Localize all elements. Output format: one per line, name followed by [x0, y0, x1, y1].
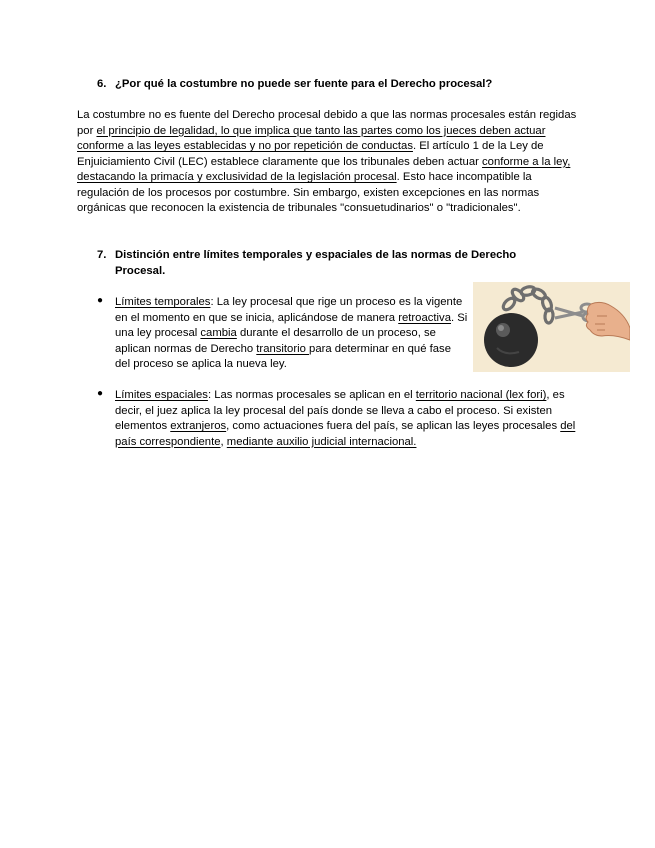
answer-text: La costumbre no es fuente del Derecho procesal debido a que las normas procesales están regidas por [77, 109, 577, 137]
question-6-number: 6. [97, 78, 107, 90]
underlined-term: retroactiva [398, 311, 451, 324]
question-7-title-line-2: Procesal. [115, 264, 166, 277]
question-6-heading [97, 77, 577, 93]
bullet-text: : La ley procesal que rige un proceso es la vigente en el momento en que se inicia, aplicándose de manera [115, 296, 463, 324]
answer-text: . El artículo 1 de la Ley de Enjuiciamiento Civil (LEC) establece claramente que los tribunales deben actuar [77, 140, 544, 168]
bullet-text: , [220, 435, 227, 448]
question-6-answer [77, 108, 577, 217]
bullet-text: para determinar en qué fase del proceso se aplica la nueva ley. [115, 342, 451, 370]
answer-text: . Esto hace incompatible la regulación de los procesos por costumbre. Sin embargo, existen excepciones en las normas orgánicas que reconocen la existencia de tribunales "consuetudinarios" o "tradicionales". [77, 171, 540, 214]
underlined-term: mediante auxilio judicial internacional. [226, 435, 417, 448]
question-7-title-line-1: Distinción entre límites temporales y espaciales de las normas de Derecho [115, 249, 517, 261]
underlined-term: transitorio [256, 342, 310, 355]
bullet-text: : Las normas procesales se aplican en el [207, 389, 416, 401]
bullet-text: durante el desarrollo de un proceso, se aplican normas de Derecho [115, 327, 436, 355]
underlined-term: cambia [200, 327, 237, 339]
answer-underlined-text: conforme a la ley, destacando la primacía y exclusividad de la legislación procesal [77, 155, 571, 183]
question-7-heading [97, 248, 567, 279]
bullet-spatial-text [115, 388, 577, 450]
answer-underlined-text: el principio de legalidad, lo que implica que tanto las partes como los jueces deben actuar conforme a las leyes establecidas y no por repetición de conductas [77, 124, 546, 152]
bullet-temporal-text [115, 295, 469, 373]
question-6-title: ¿Por qué la costumbre no puede ser fuente para el Derecho procesal? [115, 78, 493, 90]
bullet-marker: ● [97, 295, 104, 306]
question-7-number: 7. [97, 249, 107, 261]
bullet-text: . Si una ley procesal [115, 311, 468, 339]
ball-and-chain-image [473, 282, 630, 372]
bullet-text: , como actuaciones fuera del país, se aplican las leyes procesales [226, 420, 561, 432]
underlined-term: del país correspondiente [115, 420, 576, 448]
underlined-term: Límites espaciales [115, 389, 208, 401]
underlined-term: territorio nacional (lex fori) [415, 389, 547, 401]
bullet-text: , es decir, el juez aplica la ley procesal del país donde se lleva a cabo el proceso. Si existen elementos [115, 389, 565, 432]
underlined-term: extranjeros [170, 420, 227, 432]
ball-and-chain-cut-icon [473, 282, 630, 372]
underlined-term: Límites temporales [115, 296, 211, 308]
bullet-marker: ● [97, 388, 104, 399]
